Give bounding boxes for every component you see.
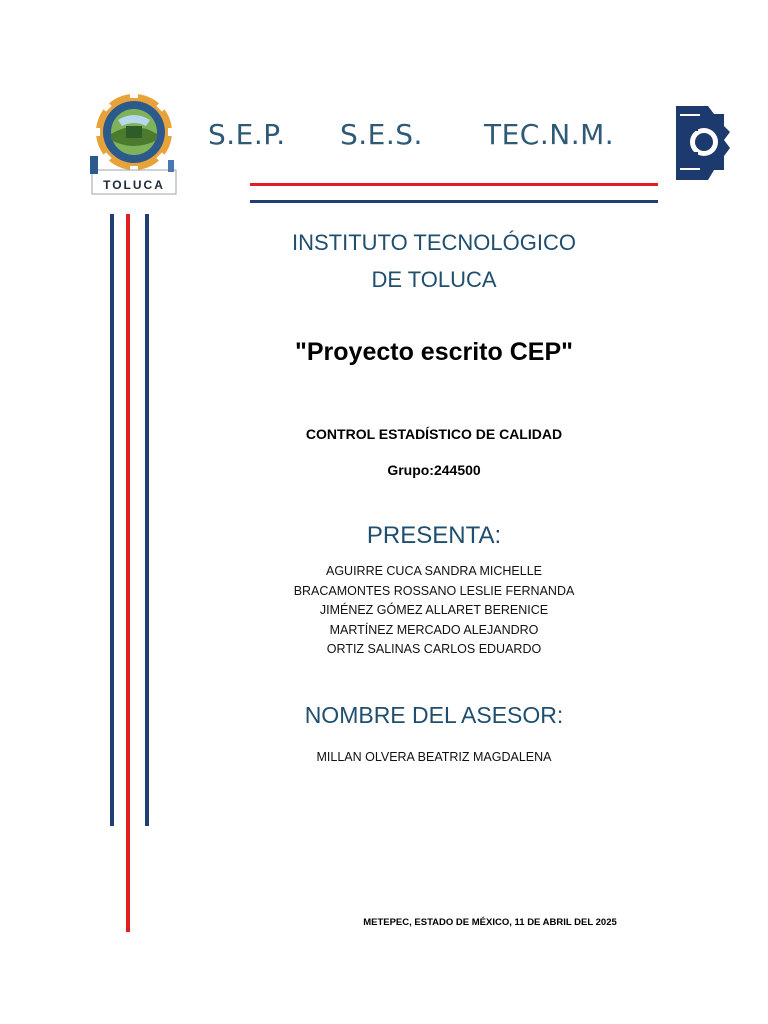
institution-line-2: DE TOLUCA: [371, 267, 497, 292]
student-name: BRACAMONTES ROSSANO LESLIE FERNANDA: [293, 583, 575, 598]
advisor-heading: NOMBRE DEL ASESOR:: [304, 702, 564, 728]
place-date-footer: METEPEC, ESTADO DE MÉXICO, 11 DE ABRIL DEL 2025: [363, 917, 617, 928]
left-red-line: [126, 214, 130, 932]
presenta-heading: PRESENTA:: [366, 522, 502, 549]
itt-logo-graphic: [88, 90, 180, 196]
advisor-name: MILLAN OLVERA BEATRIZ MAGDALENA: [316, 750, 552, 764]
student-name: JIMÉNEZ GÓMEZ ALLARET BERENICE: [319, 603, 549, 617]
header-ses: S.E.S.: [340, 118, 423, 151]
left-navy-line-1: [110, 214, 114, 826]
itt-logo: [88, 90, 180, 196]
project-title: "Proyecto escrito CEP": [295, 338, 573, 366]
group-number: Grupo:244500: [387, 462, 481, 478]
tecnm-logo: [668, 100, 730, 188]
student-name: ORTIZ SALINAS CARLOS EDUARDO: [326, 642, 542, 656]
header-sep: S.E.P.: [208, 118, 286, 151]
header-red-rule: [250, 183, 658, 186]
subject: CONTROL ESTADÍSTICO DE CALIDAD: [305, 426, 563, 442]
institution-line-1: INSTITUTO TECNOLÓGICO: [292, 230, 576, 255]
institution-name: [180, 224, 688, 298]
student-list: [180, 562, 688, 660]
student-name: MARTÍNEZ MERCADO ALEJANDRO: [329, 622, 539, 637]
tecnm-logo-graphic: [668, 100, 730, 188]
left-navy-line-2: [145, 214, 149, 826]
student-name: AGUIRRE CUCA SANDRA MICHELLE: [325, 564, 543, 578]
header-navy-rule: [250, 200, 658, 203]
itt-logo-text: TOLUCA: [103, 178, 165, 192]
header-tecnm: TEC.N.M.: [484, 118, 615, 151]
